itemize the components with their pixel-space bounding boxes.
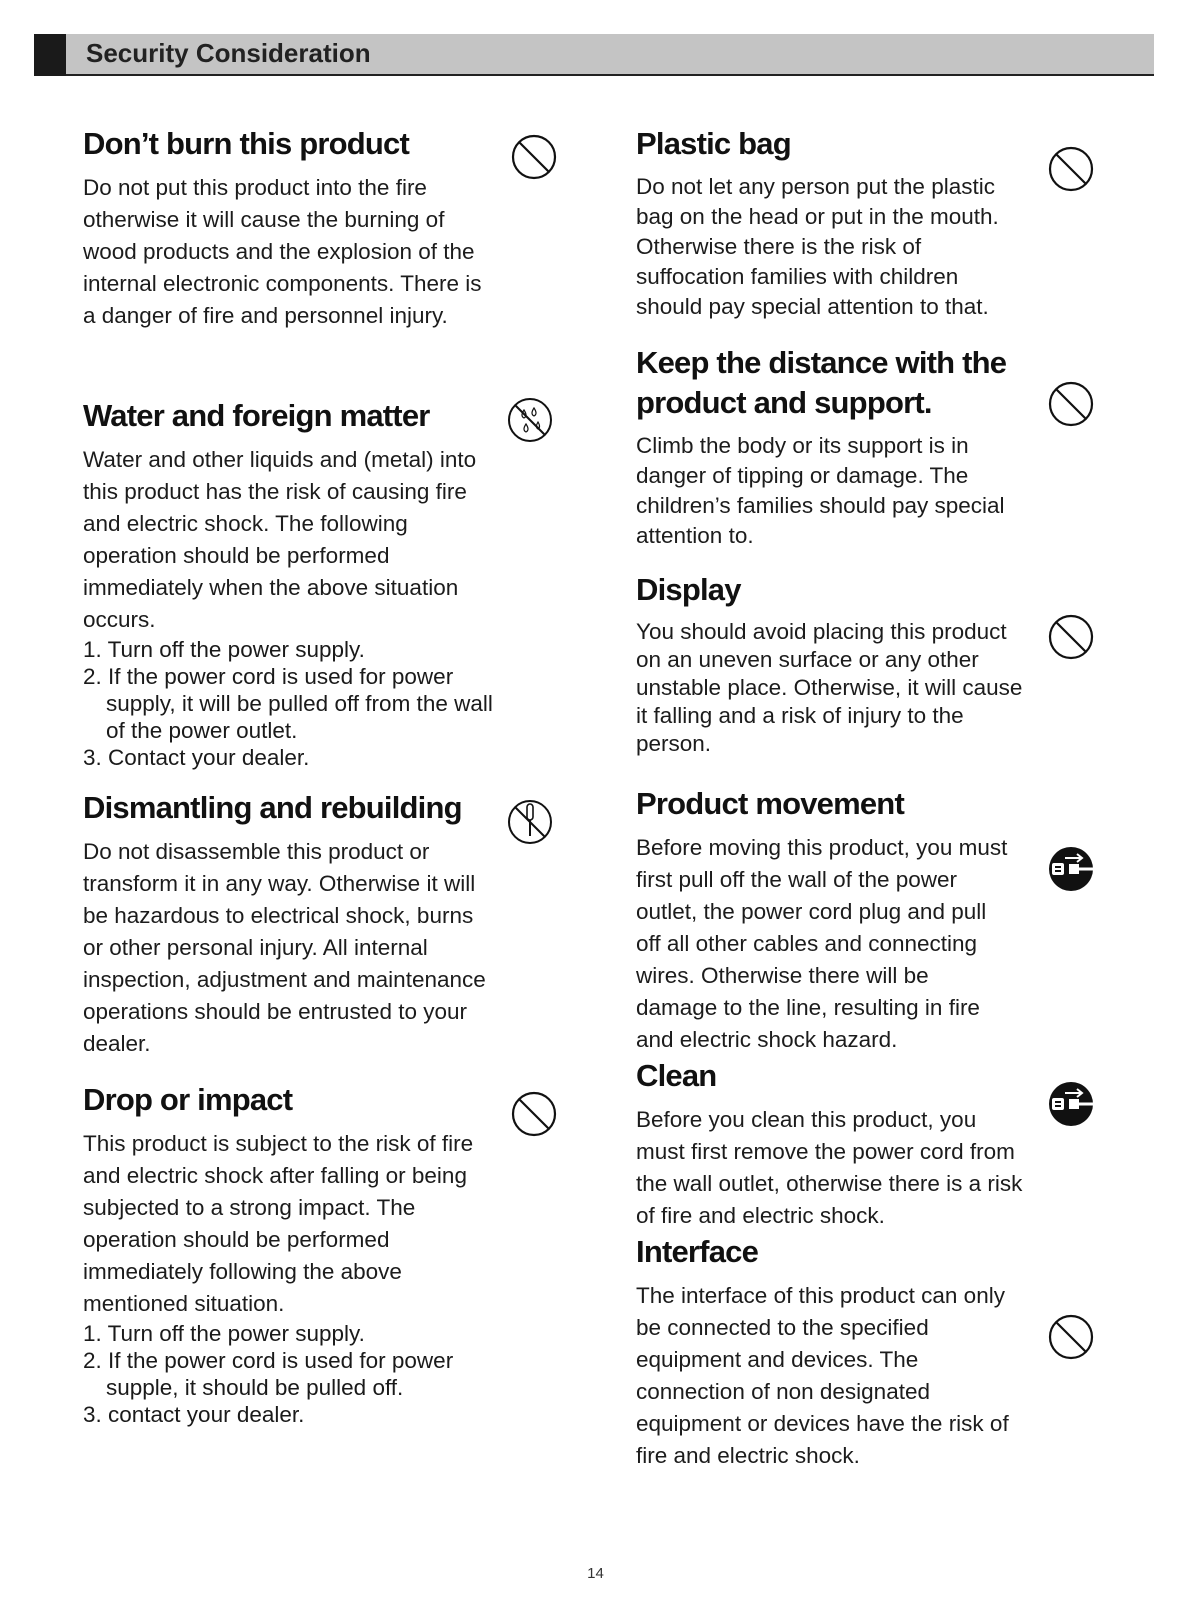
section-plastic-bag [636,124,1026,322]
section-body: Water and other liquids and (metal) into this product has the risk of causing fire and electric shock. The following operation should be performed immediately when the above situation occurs. [83,447,477,632]
section-body: You should avoid placing this product on an uneven surface or any other unstable place. Otherwise, it will cause it falling and a risk of injury to the person. [636,619,1023,756]
step-item: 1. Turn off the power supply. [83,637,365,662]
section-keep-distance [636,343,1016,551]
section-title: Water and foreign matter [83,398,430,433]
section-body: Do not put this product into the fire otherwise it will cause the burning of wood products and the explosion of the internal electronic components. There is a danger of fire and personnel injury. [83,175,482,328]
no-water-icon [506,396,554,444]
section-title: Dismantling and rebuilding [83,790,462,825]
step-item: 3. contact your dealer. [83,1402,305,1427]
step-item: 3. Contact your dealer. [83,745,310,770]
section-clean [636,1056,1026,1232]
section-title: Display [636,572,741,607]
section-product-movement [636,784,1016,1056]
page-number: 14 [587,1565,604,1582]
section-body: Before moving this product, you must first pull off the wall of the power outlet, the power cord plug and pull off all other cables and connecting wires. Otherwise there will be damage to the line, resulting in fire and electric shock hazard. [636,835,1008,1052]
section-body: Do not disassemble this product or transform it in any way. Otherwise it will be hazardous to electrical shock, burns or other personal injury. All internal inspection, adjustment and maintenance operations should be entrusted to your dealer. [83,839,486,1056]
section-display [636,570,1026,758]
header-marker [34,34,66,76]
step-item: 1. Turn off the power supply. [83,1321,365,1346]
steps-list [83,1320,493,1428]
prohibition-icon [1047,1313,1095,1361]
section-body: The interface of this product can only be connected to the specified equipment and devices. The connection of non designated equipment or devices have the risk of fire and electric shock. [636,1283,1009,1468]
section-header-bar [34,34,1154,76]
section-title: Clean [636,1058,717,1093]
section-title: Keep the distance with the product and support. [636,345,1007,420]
steps-list [83,636,493,771]
no-disassembly-icon [506,798,554,846]
unplug-icon [1047,845,1095,893]
section-title: Don’t burn this product [83,126,409,161]
section-title: Interface [636,1234,759,1269]
prohibition-icon [1047,613,1095,661]
prohibition-icon [510,133,558,181]
section-dismantling [83,788,493,1060]
unplug-icon [1047,1080,1095,1128]
prohibition-icon [1047,380,1095,428]
section-dont-burn [83,124,493,332]
section-water-foreign-matter [83,396,493,771]
section-title: Drop or impact [83,1082,293,1117]
section-body: Before you clean this product, you must first remove the power cord from the wall outlet, otherwise there is a risk of fire and electric shock. [636,1107,1023,1228]
section-body: This product is subject to the risk of fire and electric shock after falling or being subjected to a strong impact. The operation should be performed immediately following the above mentioned situation. [83,1131,474,1316]
section-body: Do not let any person put the plastic bag on the head or put in the mouth. Otherwise there is the risk of suffocation families with children should pay special attention to that. [636,174,999,319]
section-interface [636,1232,1026,1472]
page-title: Security Consideration [86,38,371,68]
section-title: Plastic bag [636,126,791,161]
step-item: 2. If the power cord is used for power supply, it will be pulled off from the wall of the power outlet. [83,664,493,743]
prohibition-icon [1047,145,1095,193]
section-drop-impact [83,1080,493,1428]
section-title: Product movement [636,786,904,821]
prohibition-icon [510,1090,558,1138]
step-item: 2. If the power cord is used for power supple, it should be pulled off. [83,1348,454,1400]
section-body: Climb the body or its support is in danger of tipping or damage. The children’s families should pay special attention to. [636,433,1005,548]
